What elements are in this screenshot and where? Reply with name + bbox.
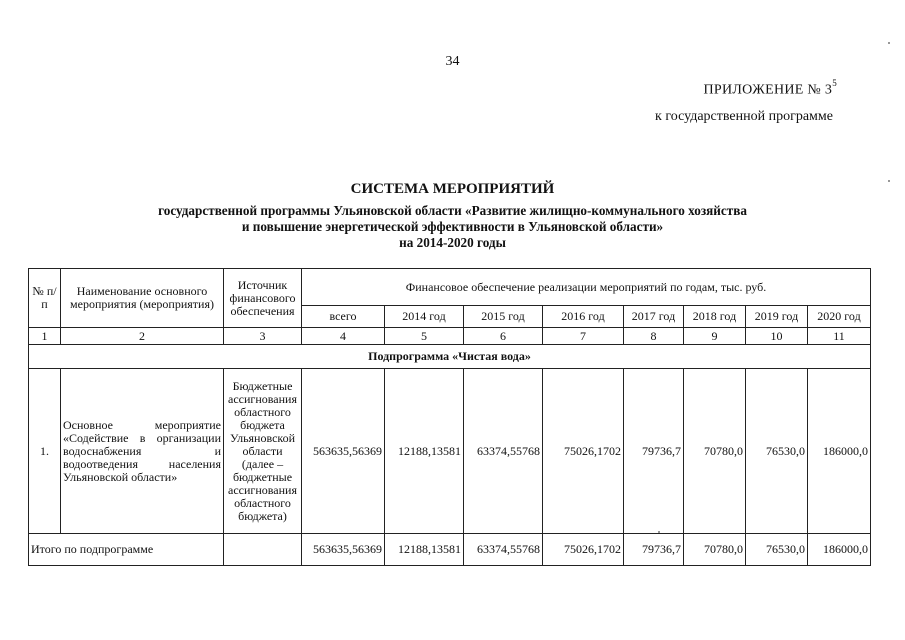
- total-value-2015: 63374,55768: [464, 534, 543, 566]
- total-value-2018: 70780,0: [684, 534, 746, 566]
- column-number: 6: [464, 328, 543, 345]
- header-year: всего: [302, 306, 385, 328]
- column-number: 2: [61, 328, 224, 345]
- total-label: Итого по подпрограмме: [29, 534, 224, 566]
- scan-speck: [658, 531, 660, 533]
- row-value-2018: 70780,0: [684, 369, 746, 534]
- header-source: Источник финансового обеспечения: [224, 269, 302, 328]
- header-year: 2014 год: [385, 306, 464, 328]
- row-value-2014: 12188,13581: [385, 369, 464, 534]
- document-subtitle-line: и повышение энергетической эффективности в Ульяновской области»: [241, 219, 664, 234]
- column-number: 9: [684, 328, 746, 345]
- header-row: [29, 269, 871, 306]
- header-year: 2020 год: [808, 306, 871, 328]
- total-row: [29, 534, 871, 566]
- header-num: № п/п: [29, 269, 61, 328]
- document-title: СИСТЕМА МЕРОПРИЯТИЙ: [350, 181, 555, 197]
- row-measure-name: Основное мероприятие «Содействие в организации водоснабжения и водоотведения населения Ульяновской области»: [61, 369, 224, 534]
- column-number: 4: [302, 328, 385, 345]
- scan-speck: [888, 42, 890, 44]
- subprogram-row: [29, 345, 871, 369]
- total-value-2016: 75026,1702: [543, 534, 624, 566]
- row-value-2019: 76530,0: [746, 369, 808, 534]
- column-number: 1: [29, 328, 61, 345]
- header-name: Наименование основного мероприятия (мероприятия): [61, 269, 224, 328]
- page-number: 34: [445, 54, 460, 69]
- column-number: 5: [385, 328, 464, 345]
- total-source-empty: [224, 534, 302, 566]
- appendix-subtitle: к государственной программе: [655, 109, 833, 124]
- column-number-row: [29, 328, 871, 345]
- row-value-total: 563635,56369: [302, 369, 385, 534]
- total-value-total: 563635,56369: [302, 534, 385, 566]
- total-value-2019: 76530,0: [746, 534, 808, 566]
- column-number: 7: [543, 328, 624, 345]
- column-number: 8: [624, 328, 684, 345]
- column-number: 10: [746, 328, 808, 345]
- row-number: 1.: [29, 369, 61, 534]
- appendix-title-text: ПРИЛОЖЕНИЕ № 3: [703, 82, 833, 98]
- scan-speck: [888, 180, 890, 182]
- header-year: 2016 год: [543, 306, 624, 328]
- document-subtitle-line: на 2014-2020 годы: [399, 235, 506, 250]
- header-year: 2018 год: [684, 306, 746, 328]
- appendix-superscript: 5: [832, 78, 837, 88]
- header-year: 2017 год: [624, 306, 684, 328]
- document-subtitle-line: государственной программы Ульяновской области «Развитие жилищно-коммунального хозяйства: [158, 203, 747, 218]
- appendix-title: [703, 80, 837, 99]
- row-value-2015: 63374,55768: [464, 369, 543, 534]
- table-row: [29, 369, 871, 534]
- row-funding-source: Бюджетные ассигнования областного бюджета Ульяновской области (далее – бюджетные ассигнования областного бюджета): [224, 369, 302, 534]
- row-value-2016: 75026,1702: [543, 369, 624, 534]
- measures-table: [28, 268, 871, 566]
- document-subtitle: [0, 203, 905, 251]
- column-number: 11: [808, 328, 871, 345]
- total-value-2020: 186000,0: [808, 534, 871, 566]
- header-funding: Финансовое обеспечение реализации мероприятий по годам, тыс. руб.: [302, 269, 871, 306]
- subprogram-title: Подпрограмма «Чистая вода»: [29, 345, 871, 369]
- column-number: 3: [224, 328, 302, 345]
- header-year: 2015 год: [464, 306, 543, 328]
- total-value-2014: 12188,13581: [385, 534, 464, 566]
- row-value-2020: 186000,0: [808, 369, 871, 534]
- row-value-2017: 79736,7: [624, 369, 684, 534]
- header-year: 2019 год: [746, 306, 808, 328]
- total-value-2017: 79736,7: [624, 534, 684, 566]
